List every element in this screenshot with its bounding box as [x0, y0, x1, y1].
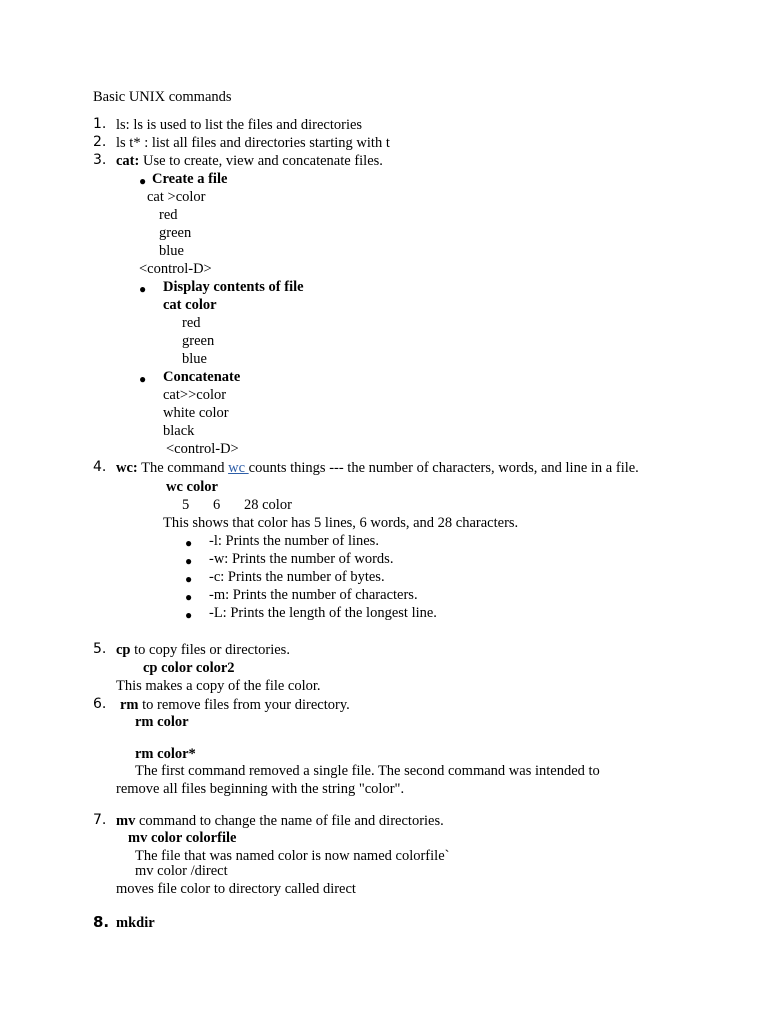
code-line: red: [182, 315, 201, 331]
bullet-icon: ●: [139, 282, 147, 296]
item-text: [116, 641, 290, 659]
code-line: cat >color: [147, 189, 206, 205]
item-text: [120, 696, 350, 714]
code-line: mv color /direct: [135, 863, 228, 879]
option-item: -L: Prints the length of the longest line.: [209, 605, 437, 621]
code-line: blue: [159, 243, 184, 259]
bullet-icon: ●: [185, 572, 193, 586]
command-desc: to remove files from your directory.: [138, 697, 350, 713]
wc-link[interactable]: wc: [228, 460, 249, 476]
code-command: cp color color2: [143, 660, 235, 676]
code-command: mv color colorfile: [128, 830, 237, 846]
command-name: wc:: [116, 460, 138, 476]
explanation-text: moves file color to directory called direct: [116, 881, 356, 897]
command-desc: The command: [137, 460, 229, 476]
bullet-icon: ●: [185, 590, 193, 604]
item-text: [116, 812, 444, 830]
explanation-text: The file that was named color is now named colorfile`: [135, 848, 450, 864]
explanation-text: This makes a copy of the file color.: [116, 678, 321, 694]
page-title: Basic UNIX commands: [93, 89, 232, 105]
code-line: cat>>color: [163, 387, 227, 403]
command-name: mkdir: [116, 915, 155, 931]
item-number: 5.: [93, 641, 107, 657]
code-command: cat color: [163, 297, 217, 313]
code-command: rm color*: [135, 746, 196, 762]
item-text: ls: ls is used to list the files and directories: [116, 117, 363, 133]
code-line: <control-D>: [139, 261, 212, 277]
bullet-icon: ●: [139, 372, 147, 386]
subheading: Concatenate: [163, 369, 241, 385]
item-text: ls t* : list all files and directories starting with t: [116, 135, 390, 151]
bullet-icon: ●: [185, 554, 193, 568]
item-number: 6.: [93, 696, 107, 712]
code-line: blue: [182, 351, 207, 367]
option-item: -c: Prints the number of bytes.: [209, 569, 385, 585]
command-desc: command to change the name of file and directories.: [135, 813, 444, 829]
explanation-text: remove all files beginning with the string "color".: [116, 781, 405, 797]
code-line: white color: [163, 405, 229, 421]
option-item: -w: Prints the number of words.: [209, 551, 394, 567]
item-number: 2.: [93, 134, 107, 150]
code-line: <control-D>: [166, 441, 239, 457]
subheading: Display contents of file: [163, 279, 304, 295]
output-value: 5: [182, 497, 190, 513]
output-value: 6: [213, 497, 221, 513]
item-text: [116, 152, 383, 170]
item-number: 7.: [93, 812, 107, 828]
option-item: -m: Prints the number of characters.: [209, 587, 418, 603]
code-command: wc color: [166, 479, 218, 495]
command-name: cat:: [116, 153, 140, 169]
subheading: Create a file: [152, 171, 228, 187]
command-name: rm: [120, 697, 139, 713]
output-value: 28 color: [244, 497, 292, 513]
command-name: cp: [116, 642, 131, 658]
code-line: green: [182, 333, 215, 349]
code-command: rm color: [135, 714, 189, 730]
code-line: green: [159, 225, 192, 241]
item-number: 3.: [93, 152, 107, 168]
command-name: mv: [116, 813, 136, 829]
command-desc: counts things --- the number of characters, words, and line in a file.: [248, 460, 639, 476]
bullet-icon: ●: [185, 608, 193, 622]
item-number: 8.: [93, 913, 110, 931]
command-desc: Use to create, view and concatenate files.: [139, 153, 383, 169]
item-text: [116, 459, 639, 477]
code-line: red: [159, 207, 178, 223]
bullet-icon: ●: [139, 174, 147, 188]
explanation-text: The first command removed a single file. The second command was intended to: [135, 763, 600, 779]
command-desc: to copy files or directories.: [130, 642, 290, 658]
item-number: 4.: [93, 459, 107, 475]
bullet-icon: ●: [185, 536, 193, 550]
code-line: black: [163, 423, 195, 439]
explanation-text: This shows that color has 5 lines, 6 words, and 28 characters.: [163, 515, 519, 531]
option-item: -l: Prints the number of lines.: [209, 533, 379, 549]
item-number: 1.: [93, 116, 107, 132]
